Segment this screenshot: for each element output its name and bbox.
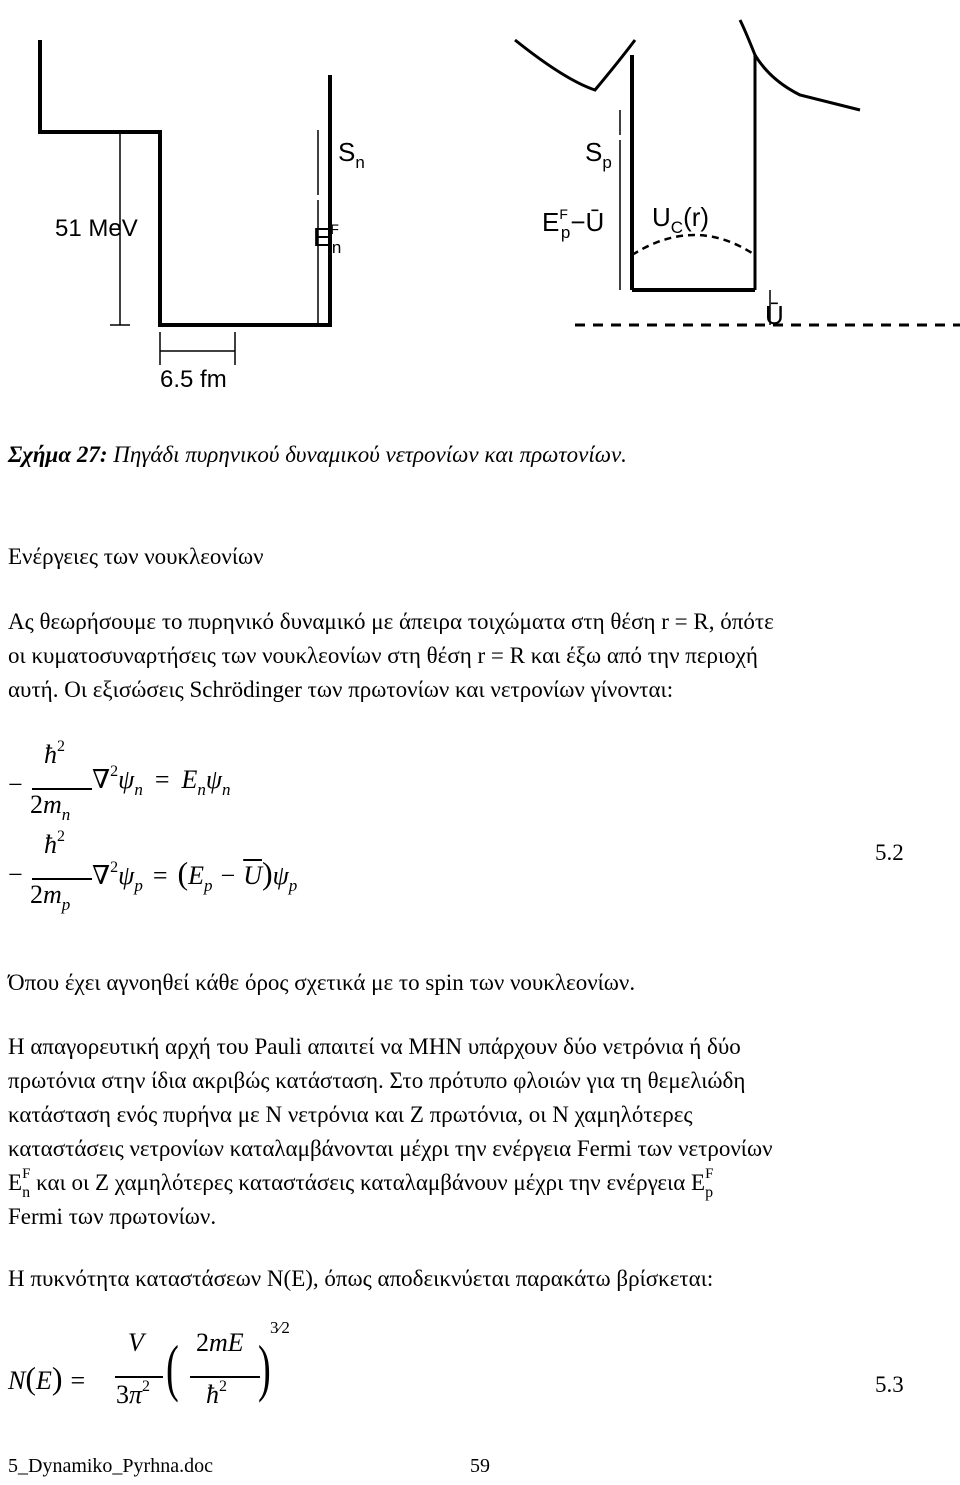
paragraph-3-line-5: $E_n^F$ και οι Ζ χαμηλότερες καταστάσεις καταλαμβάνουν μέχρι την ενέργεια $E_p^F$ (8, 1166, 714, 1201)
paragraph-4: Η πυκνότητα καταστάσεων Ν(Ε), όπως αποδεικνύεται παρακάτω βρίσκεται: (8, 1266, 714, 1291)
eq3-denominator-1: $3\pi^2$ (116, 1378, 151, 1409)
eq2-hbar: $ħ^2$ (44, 828, 65, 859)
paragraph-2: Όπου έχει αγνοηθεί κάθε όρος σχετικά με το spin των νουκλεονίων. (8, 970, 636, 995)
paragraph-1-line-2: οι κυματοσυναρτήσεις των νουκλεονίων στη θέση r = R και έξω από την περιοχή (8, 643, 758, 668)
eq1-minus: − (8, 770, 23, 799)
eq3-numerator-2mE: 2mE (196, 1328, 244, 1357)
depth-label: 51 MeV (55, 215, 138, 242)
eq3-left-paren: ( (166, 1332, 179, 1403)
eq1-hbar: $ħ^2$ (44, 738, 65, 769)
paragraph-3-line-6: Fermi των πρωτονίων. (8, 1204, 217, 1229)
eq2-denominator: $2m_p$ (30, 880, 71, 914)
eq1-body: $\nabla^2\psi_n = E_n\psi_n$ (92, 763, 231, 799)
eq3-denominator-2: $ħ^2$ (206, 1378, 227, 1409)
neutron-well-outline (40, 40, 330, 325)
paragraph-1-line-1: Ας θεωρήσουμε το πυρηνικό δυναμικό με άπειρα τοιχώματα στη θέση r = R, όπότε (8, 609, 774, 634)
proton-well (515, 20, 960, 325)
paragraph-1-line-3: αυτή. Οι εξισώσεις Schrödinger των πρωτονίων και νετρονίων γίνονται: (8, 677, 674, 702)
proton-right-curve-top (740, 20, 755, 55)
proton-left-wall (515, 40, 635, 90)
paragraph-3-line-2: πρωτόνια στην ίδια ακριβώς κατάσταση. Στο πρότυπο φλοιών για τη θεμελιώδη (8, 1068, 746, 1093)
eq3-fraction-bar-1 (115, 1376, 163, 1378)
u-bar-label: Ū (765, 300, 784, 330)
coulomb-curve (632, 235, 755, 255)
eq2-body: $\nabla^2\psi_p = (E_p - \overline{U})\psi_p$ (92, 855, 298, 895)
caption-text: Πηγάδι πυρηνικού δυναμικού νετρονίων και πρωτονίων. (107, 442, 627, 467)
eq3-right-paren: ) (258, 1332, 271, 1403)
fermi-label-p: $E^F_p-Ū$ (542, 206, 605, 242)
figure-caption (8, 442, 627, 468)
width-label: 6.5 fm (160, 366, 227, 393)
fermi-label-n: $E^F_n$ (313, 221, 342, 257)
eq1-denominator: $2m_n$ (30, 790, 71, 824)
potential-well-diagram (0, 0, 960, 420)
neutron-well (40, 40, 330, 365)
eq3-exponent: 3⁄2 (270, 1318, 290, 1337)
paragraph-3-line-4: καταστάσεις νετρονίων καταλαμβάνονται μέχρι την ενέργεια Fermi των νετρονίων (8, 1136, 773, 1161)
section-title: Ενέργειες των νουκλεονίων (8, 544, 264, 569)
level-label-n: $S_n$ (338, 137, 365, 172)
eq2-minus: − (8, 860, 23, 889)
equation-number-5-2: 5.2 (875, 840, 904, 865)
proton-right-wall (755, 55, 860, 290)
paragraph-3-line-1: Η απαγορευτική αρχή του Pauli απαιτεί να ΜΗΝ υπάρχουν δύο νετρόνια ή δύο (8, 1034, 741, 1059)
eq3-numerator-v: V (128, 1328, 144, 1357)
footer-filename: 5_Dynamiko_Pyrhna.doc (8, 1455, 213, 1477)
paragraph-3-line-3: κατάσταση ενός πυρήνα με Ν νετρόνια και Ζ πρωτόνια, οι Ν χαμηλότερες (8, 1102, 693, 1127)
equation-number-5-3: 5.3 (875, 1372, 904, 1397)
eq3-lhs: N(E) = (8, 1360, 86, 1396)
level-label-p: $S_p$ (585, 137, 612, 172)
coulomb-label: $U_C(r)$ (652, 202, 710, 237)
footer-page-number: 59 (470, 1455, 490, 1477)
caption-label: Σχήμα 27: (8, 442, 108, 467)
